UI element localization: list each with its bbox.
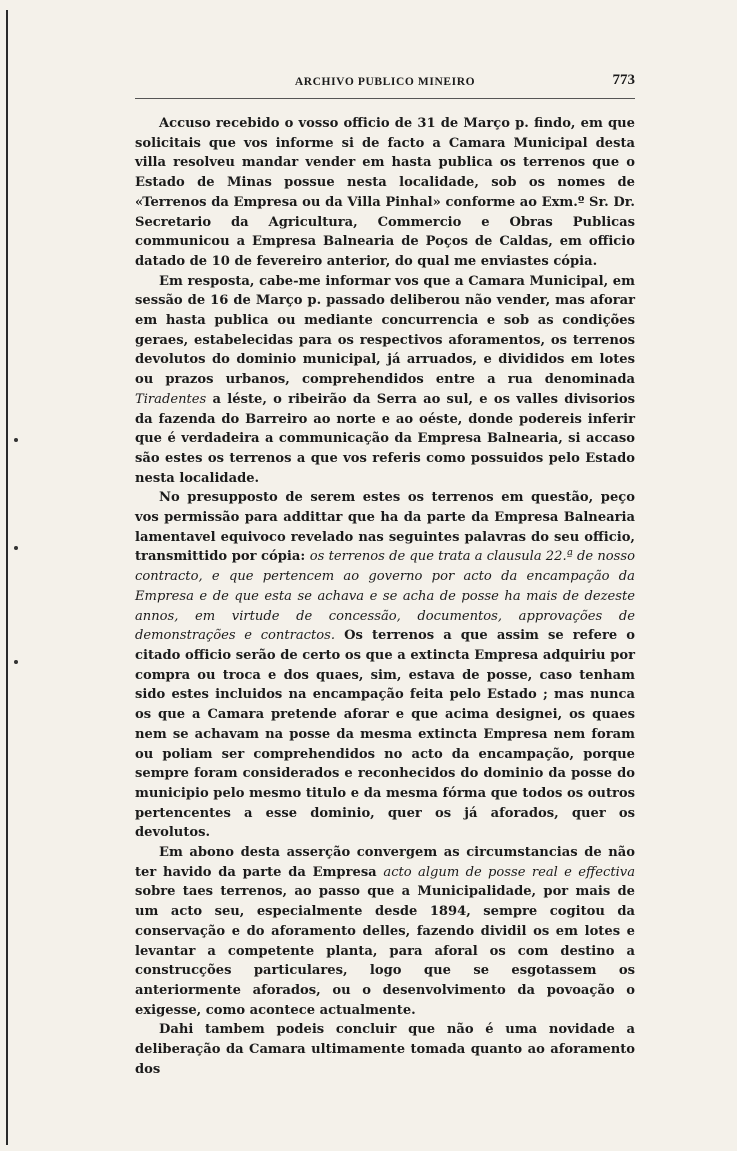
text-segment: Os terrenos a que assim se refere o citado officio serão de certo os que a extincta Empresa adquiriu por compra ou troca e dos quaes, sim, estava de posse, caso tenham sido estes incluidos na encampação feita pelo Estado ; mas nunca os que a Camara pretende aforar e que acima designei, os quaes nem se achavam na posse da mesma extincta Empresa nem foram ou poliam ser comprehendidos no acto da encampação, porque sempre foram considerados e reconhecidos do dominio da posse do municipio pelo mesmo titulo e da mesma fórma que todos os outros pertencentes a esse dominio, quer os já aforados, quer os devolutos. [135,628,635,841]
gutter-mark [14,546,18,550]
text-body [135,114,635,1079]
text-segment: Dahi tambem podeis concluir que não é uma novidade a deliberação da Camara ultimamente tomada quanto ao aforamento dos [135,1022,635,1077]
text-segment: Em abono desta asserção convergem as circumstancias de não ter havido da parte da Empresa [135,845,635,880]
text-segment: a léste, o ribeirão da Serra ao sul, e os valles divisorios da fazenda do Barreiro ao norte e ao oéste, donde podereis inferir que é verdadeira a communicação da Empresa Balnearia, si accaso são estes os terrenos a que vos referis como possuidos pelo Estado nesta localidade. [135,391,635,486]
gutter-mark [14,438,18,442]
italic-segment: acto algum de posse real e effectiva [383,864,636,880]
paragraph [135,1020,635,1079]
text-segment: Accuso recebido o vosso officio de 31 de Março p. findo, em que solicitais que vos informe si de facto a Camara Municipal desta villa resolveu mandar vender em hasta publica os terrenos que o Estado de Minas possue nesta localidade, sob os nomes de «Terrenos da Empresa ou da Villa Pinhal» conforme ao Exm.º Sr. Dr. Secretario da Agricultura, Commercio e Obras Publicas communicou a Empresa Balnearia de Poços de Caldas, em officio datado de 10 de fevereiro anterior, do qual me enviastes cópia. [135,116,635,269]
running-title: ARCHIVO PUBLICO MINEIRO [294,76,476,88]
paragraph [135,843,635,1020]
text-segment: sobre taes terrenos, ao passo que a Municipalidade, por mais de um acto seu, especialmente desde 1894, sempre cogitou da conservação e do aforamento delles, fazendo dividil os em lotes e levantar a competente planta, para aforal os com destino a construcções particulares, logo que se esgotassem os anteriormente aforados, ou o desenvolvimento da povoação o exigesse, como acontece actualmente. [135,884,635,1018]
header-rule [135,98,635,99]
paragraph [135,488,635,843]
text-segment: No presupposto de serem estes os terrenos em questão, peço vos permissão para addittar que ha da parte da Empresa Balnearia lamentavel equivoco revelado nas seguintes palavras do seu officio, transmittido por cópia: [135,490,635,565]
paragraph [135,114,635,272]
italic-segment: Tiradentes [135,391,207,407]
paragraph [135,272,635,489]
italic-segment: os terrenos de que trata a clausula 22.ª de nosso contracto, e que pertencem ao governo por acto da encampação da Empresa e de que esta se achava e se acha de posse ha mais de dezeste annos, em virtude de concessão, documentos, approvações de demonstrações e contractos. [135,549,635,644]
page-number: 773 [612,72,635,88]
text-segment: Em resposta, cabe-me informar vos que a Camara Municipal, em sessão de 16 de Março p. passado deliberou não vender, mas aforar em hasta publica ou mediante concurrencia e sob as condições geraes, estabelecidas para os respectivos aforamentos, os terrenos devolutos do dominio municipal, já arruados, e divididos em lotes ou prazos urbanos, comprehendidos entre a rua denominada [135,273,635,388]
gutter-mark [14,660,18,664]
page-edge-rule [6,10,8,1145]
page-header [135,72,635,96]
